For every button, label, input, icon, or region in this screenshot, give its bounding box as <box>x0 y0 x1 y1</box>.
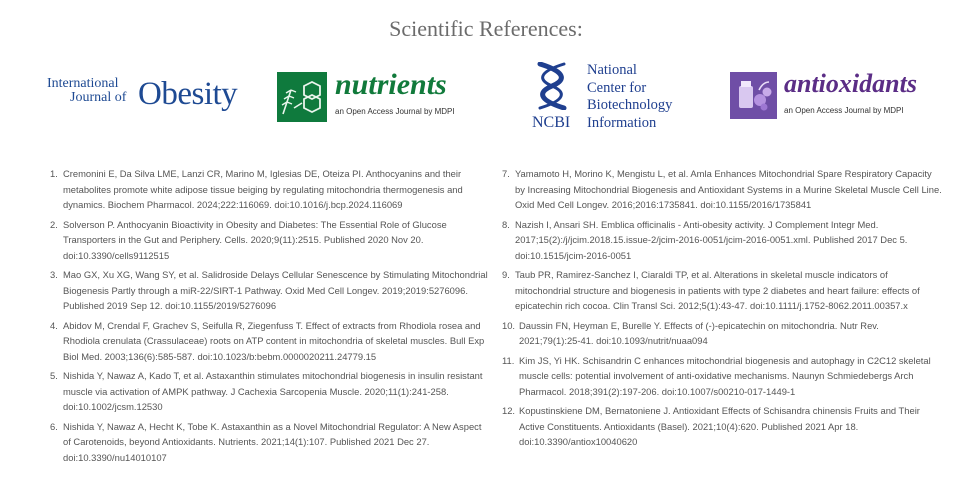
references-left-column <box>50 166 490 469</box>
reference-number: 3. <box>50 269 58 280</box>
reference-number: 2. <box>50 218 58 230</box>
page-title: Scientific References: <box>389 16 583 41</box>
reference-item <box>502 318 942 349</box>
nutrients-logo[interactable] <box>277 68 477 122</box>
reference-text: Kopustinskiene DM, Bernatoniene J. Antioxidant Effects of Schisandra chinensis Fruits and Their Active Constituents. Antioxidants (Basel). 2021;10(4):620. Published 2021 Apr 18. doi:10.3390/antiox10040620 <box>519 405 920 447</box>
reference-item <box>50 368 490 415</box>
reference-number: 9. <box>502 269 510 280</box>
reference-text: Yamamoto H, Morino K, Mengistu L, et al. Amla Enhances Mitochondrial Spare Respiratory Capacity by Increasing Mitochondrial Biogenesis and Antioxidant Systems in a Murine Skeletal Muscle Cell Line. Oxid Med Cell Longev. 2016;2016:1735841. doi:10.1155/2016/1735841 <box>515 168 942 210</box>
antioxidants-emblem-icon <box>730 72 777 119</box>
reference-item <box>502 217 942 264</box>
nutrients-logo-name: nutrients <box>335 68 447 101</box>
reference-item <box>50 419 490 466</box>
reference-text: Taub PR, Ramirez-Sanchez I, Ciaraldi TP, et al. Alterations in skeletal muscle indicators of mitochondrial structure and biogenesis in patients with type 2 diabetes and heart failure: effects of epicatechin rich cocoa. Clin Transl Sci. 2012;5(1):43-47. doi:10.1111/j.1752-8062.2011.00357.x <box>515 269 920 311</box>
reference-number: 11. <box>502 354 515 366</box>
ncbi-logo[interactable] <box>530 60 690 130</box>
reference-item <box>502 267 942 314</box>
reference-text: Nazish I, Ansari SH. Emblica officinalis - Anti-obesity activity. J Complement Integr Med. 2017;15(2):/j/jcim.2018.15.issue-2/jcim-2016-0051/jcim-2016-0051.xml. Published 2017 Dec 5. doi:10.1515/jcim-2016-0051 <box>515 218 908 261</box>
ijo-logo-line2: Journal of <box>70 90 127 105</box>
reference-number: 5. <box>50 370 58 381</box>
reference-number: 12. <box>502 405 516 416</box>
antioxidants-logo-subtitle: an Open Access Journal by MDPI <box>784 106 904 115</box>
nutrients-logo-subtitle: an Open Access Journal by MDPI <box>335 107 455 116</box>
ncbi-word: Information <box>587 114 657 131</box>
reference-item <box>50 267 490 314</box>
reference-number: 8. <box>502 218 510 230</box>
references-right-column <box>502 166 942 454</box>
reference-item <box>502 166 942 213</box>
antioxidants-logo[interactable] <box>730 69 930 122</box>
reference-item <box>502 353 942 400</box>
reference-text: Nishida Y, Nawaz A, Hecht K, Tobe K. Astaxanthin as a Novel Mitochondrial Regulator: A New Aspect of Carotenoids, beyond Antioxidants. Nutrients. 2021;14(1):107. Published 2021 Dec 27. doi:10.3390/nu14010107 <box>63 420 482 463</box>
ncbi-word: Center for <box>587 79 647 96</box>
reference-text: Solverson P. Anthocyanin Bioactivity in Obesity and Diabetes: The Essential Role of Glucose Transporters in the Gut and Periphery. Cells. 2020;9(11):2515. Published 2020 Nov 20. doi:10.3390/cells9112515 <box>63 218 447 261</box>
reference-number: 4. <box>50 319 58 331</box>
reference-number: 1. <box>50 168 58 179</box>
reference-text: Nishida Y, Nawaz A, Kado T, et al. Astaxanthin stimulates mitochondrial biogenesis in insulin resistant muscle via activation of AMPK pathway. J Cachexia Sarcopenia Muscle. 2020;11(1):241-258. doi:10.1002/jcsm.12530 <box>63 370 483 412</box>
reference-text: Kim JS, Yi HK. Schisandrin C enhances mitochondrial biogenesis and autophagy in C2C12 skeletal muscle cells: potential involvement of anti-oxidative mechanisms. Naunyn Schmiedebergs Arch Pharmacol. 2018;391(2):197-206. doi:10.1007/s00210-017-1449-1 <box>519 354 931 397</box>
ncbi-helix-icon <box>532 62 572 110</box>
reference-item <box>50 217 490 264</box>
reference-text: Mao GX, Xu XG, Wang SY, et al. Salidroside Delays Cellular Senescence by Stimulating Mitochondrial Biogenesis Partly through a miR-22/SIRT-1 Pathway. Oxid Med Cell Longev. 2019;2019:5276096. Published 2019 Sep 12. doi:10.1155/2019/5276096 <box>63 269 488 311</box>
ncbi-word: National <box>587 62 637 78</box>
antioxidants-logo-name: antioxidants <box>784 69 917 98</box>
journal-logos <box>0 56 972 136</box>
reference-number: 10. <box>502 319 516 331</box>
reference-text: Cremonini E, Da Silva LME, Lanzi CR, Marino M, Iglesias DE, Oteiza PI. Anthocyanins and their metabolites promote white adipose tissue beiging by regulating mitochondria thermogenesis and dynamics. Biochem Pharmacol. 2024;222:116069. doi:10.1016/j.bcp.2024.116069 <box>63 168 463 210</box>
reference-number: 7. <box>502 168 510 179</box>
reference-number: 6. <box>50 420 58 432</box>
ncbi-logo-words <box>587 62 672 132</box>
reference-item <box>50 318 490 365</box>
reference-item <box>502 403 942 450</box>
ncbi-logo-acronym: NCBI <box>532 114 571 131</box>
reference-text: Abidov M, Crendal F, Grachev S, Seifulla R, Ziegenfuss T. Effect of extracts from Rhodiola rosea and Rhodiola crenulata (Crassulaceae) roots on ATP content in mitochondria of skeletal muscles. Bull Exp Biol Med. 2003;136(6):585-587. doi:10.1023/b:bebm.0000020211.24779.15 <box>63 319 485 362</box>
ncbi-word: Biotechnology <box>587 97 673 113</box>
reference-item <box>50 166 490 213</box>
ijo-logo-line1: International <box>47 76 119 91</box>
nutrients-emblem-icon <box>277 72 327 122</box>
ijo-logo-word: Obesity <box>138 76 238 112</box>
reference-text: Daussin FN, Heyman E, Burelle Y. Effects of (-)-epicatechin on mitochondria. Nutr Rev. 2021;79(1):25-41. doi:10.1093/nutrit/nuaa094 <box>519 319 879 346</box>
